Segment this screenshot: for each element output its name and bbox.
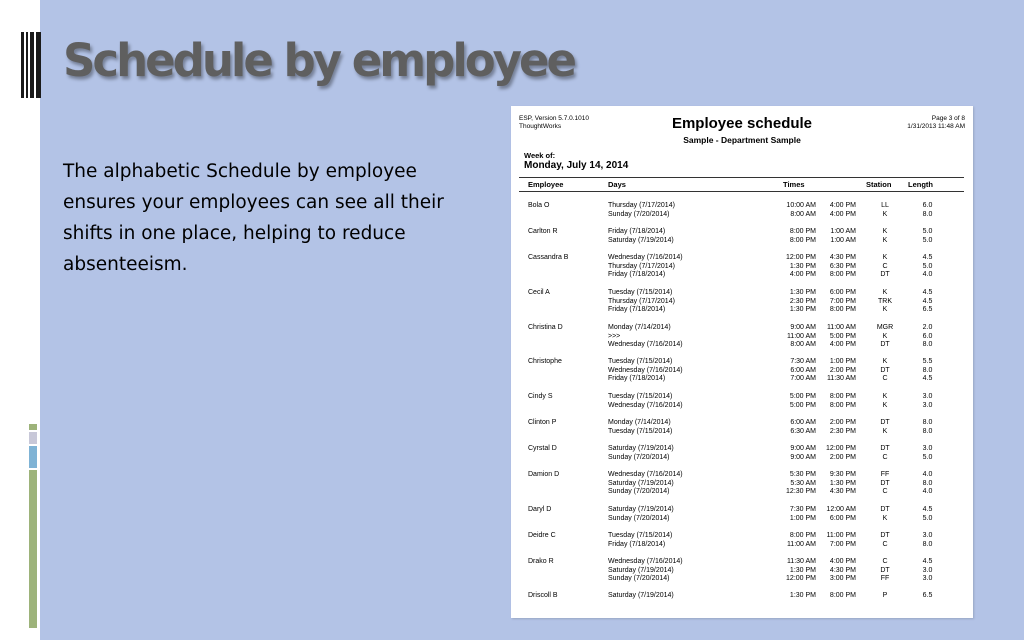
- shift-start-time: 7:00 AM: [790, 375, 816, 383]
- shift-start-time: 10:00 AM: [786, 202, 816, 209]
- shift-start-time: 1:00 PM: [789, 514, 816, 522]
- employee-name: Clinton P: [528, 419, 557, 426]
- shift-row: [511, 480, 973, 489]
- shift-row: [511, 592, 973, 601]
- deco-bar-gray: [29, 432, 37, 444]
- shift-end-time: 9:30 PM: [829, 471, 856, 478]
- shift-length: 6.5: [922, 306, 933, 314]
- shift-end-time: 6:30 PM: [829, 262, 856, 270]
- shift-end-time: 4:00 PM: [829, 202, 856, 209]
- shift-length: 8.0: [922, 366, 933, 374]
- shift-row: [511, 211, 973, 220]
- shift-start-time: 6:00 AM: [790, 419, 816, 426]
- shift-row: [511, 254, 973, 263]
- shift-station: DT: [880, 532, 890, 539]
- shift-length: 8.0: [922, 427, 933, 435]
- shift-length: 4.0: [922, 488, 933, 496]
- shift-row: [511, 558, 973, 567]
- column-header-times: Times: [783, 180, 805, 189]
- shift-station: K: [882, 289, 888, 296]
- shift-day: Wednesday (7/16/2014): [608, 558, 683, 565]
- shift-length: 4.5: [922, 375, 933, 383]
- shift-end-time: 2:00 PM: [829, 419, 856, 426]
- shift-station: DT: [880, 341, 890, 349]
- header-top-rule: [519, 177, 964, 178]
- shift-start-time: 9:00 AM: [790, 324, 816, 331]
- shift-length: 3.0: [922, 401, 933, 409]
- shift-day: Friday (7/18/2014): [608, 271, 666, 279]
- shift-start-time: 4:00 PM: [789, 271, 816, 279]
- shift-station: K: [882, 210, 888, 218]
- shift-station: LL: [881, 202, 889, 209]
- column-header-length: Length: [908, 180, 933, 189]
- shift-end-time: 4:30 PM: [829, 488, 856, 496]
- shift-length: 6.0: [922, 202, 933, 209]
- shift-station: DT: [880, 445, 890, 452]
- shift-day: Wednesday (7/16/2014): [608, 471, 683, 478]
- shift-station: C: [882, 558, 888, 565]
- shift-end-time: 4:30 PM: [829, 254, 856, 261]
- shift-length: 3.0: [922, 575, 933, 583]
- shift-row: [511, 271, 973, 280]
- shift-row: [511, 506, 973, 515]
- shift-start-time: 11:00 AM: [786, 540, 816, 548]
- deco-bar-green: [29, 470, 37, 628]
- shift-start-time: 12:00 PM: [786, 575, 816, 583]
- employee-name: Drako R: [528, 558, 554, 565]
- shift-day: Saturday (7/19/2014): [608, 592, 674, 599]
- shift-start-time: 5:00 PM: [789, 401, 816, 409]
- shift-day: Friday (7/18/2014): [608, 375, 666, 383]
- shift-length: 4.0: [922, 471, 933, 478]
- shift-length: 8.0: [922, 540, 933, 548]
- shift-start-time: 6:30 AM: [790, 427, 816, 435]
- shift-start-time: 11:30 AM: [786, 558, 816, 565]
- shift-end-time: 2:00 PM: [829, 453, 856, 461]
- shift-row: [511, 333, 973, 342]
- shift-row: [511, 306, 973, 315]
- shift-row: [511, 402, 973, 411]
- shift-row: [511, 289, 973, 298]
- shift-day: Tuesday (7/15/2014): [608, 393, 673, 400]
- shift-station: DT: [880, 506, 890, 513]
- shift-row: [511, 324, 973, 333]
- shift-station: K: [882, 427, 888, 435]
- shift-day: Friday (7/18/2014): [608, 228, 666, 235]
- shift-day: Friday (7/18/2014): [608, 540, 666, 548]
- shift-station: FF: [880, 471, 890, 478]
- shift-day: Wednesday (7/16/2014): [608, 401, 683, 409]
- shift-row: [511, 541, 973, 550]
- shift-day: >>>: [608, 332, 621, 340]
- shift-length: 5.0: [922, 228, 933, 235]
- shift-day: Saturday (7/19/2014): [608, 236, 674, 244]
- shift-start-time: 5:00 PM: [789, 393, 816, 400]
- shift-start-time: 7:30 AM: [790, 358, 816, 365]
- shift-end-time: 3:00 PM: [829, 575, 856, 583]
- shift-length: 2.0: [922, 324, 933, 331]
- shift-end-time: 6:00 PM: [829, 289, 856, 296]
- shift-end-time: 1:00 PM: [829, 358, 856, 365]
- shift-day: Wednesday (7/16/2014): [608, 254, 683, 261]
- employee-schedule-report: [511, 106, 973, 618]
- shift-day: Sunday (7/20/2014): [608, 210, 670, 218]
- shift-length: 4.5: [922, 254, 933, 261]
- shift-length: 3.0: [922, 566, 933, 574]
- shift-end-time: 1:30 PM: [829, 479, 856, 487]
- shift-day: Saturday (7/19/2014): [608, 445, 674, 452]
- shift-start-time: 5:30 AM: [790, 479, 816, 487]
- employee-name: Cyrstal D: [528, 445, 557, 452]
- shift-end-time: 8:00 PM: [829, 393, 856, 400]
- shift-length: 4.5: [922, 506, 933, 513]
- shift-start-time: 12:30 PM: [786, 488, 816, 496]
- shift-day: Tuesday (7/15/2014): [608, 427, 673, 435]
- shift-end-time: 7:00 PM: [829, 297, 856, 305]
- shift-day: Thursday (7/17/2014): [608, 202, 675, 209]
- shift-start-time: 12:00 PM: [786, 254, 816, 261]
- shift-day: Tuesday (7/15/2014): [608, 358, 673, 365]
- report-title: Employee schedule: [671, 115, 813, 132]
- shift-end-time: 11:30 AM: [826, 375, 856, 383]
- slide-title: Schedule by employee: [63, 34, 575, 87]
- shift-row: [511, 341, 973, 350]
- shift-end-time: 11:00 AM: [826, 324, 856, 331]
- shift-start-time: 9:00 AM: [790, 453, 816, 461]
- shift-length: 3.0: [922, 532, 933, 539]
- shift-day: Monday (7/14/2014): [608, 419, 671, 426]
- shift-end-time: 6:00 PM: [829, 514, 856, 522]
- shift-length: 4.5: [922, 558, 933, 565]
- shift-length: 5.0: [922, 236, 933, 244]
- shift-length: 4.5: [922, 297, 933, 305]
- shift-row: [511, 358, 973, 367]
- shift-station: C: [882, 488, 888, 496]
- shift-day: Saturday (7/19/2014): [608, 506, 674, 513]
- shift-start-time: 8:00 AM: [790, 341, 816, 349]
- shift-row: [511, 393, 973, 402]
- shift-end-time: 8:00 PM: [829, 592, 856, 599]
- shift-length: 4.0: [922, 271, 933, 279]
- column-header-station: Station: [866, 180, 892, 189]
- shift-row: [511, 419, 973, 428]
- shift-length: 5.0: [922, 262, 933, 270]
- shift-row: [511, 515, 973, 524]
- shift-row: [511, 375, 973, 384]
- shift-start-time: 11:00 AM: [786, 332, 816, 340]
- shift-station: DT: [880, 419, 890, 426]
- employee-name: Daryl D: [528, 506, 552, 513]
- shift-length: 4.5: [922, 289, 933, 296]
- week-of-date: Monday, July 14, 2014: [524, 160, 629, 171]
- shift-day: Sunday (7/20/2014): [608, 575, 670, 583]
- shift-end-time: 4:00 PM: [829, 210, 856, 218]
- deco-bar-green-top: [29, 424, 37, 430]
- shift-row: [511, 263, 973, 272]
- shift-station: C: [882, 262, 888, 270]
- shift-row: [511, 228, 973, 237]
- shift-station: FF: [880, 575, 890, 583]
- shift-end-time: 2:30 PM: [829, 427, 856, 435]
- employee-name: Christina D: [528, 324, 563, 331]
- column-header-days: Days: [608, 180, 626, 189]
- shift-length: 3.0: [922, 393, 933, 400]
- shift-end-time: 4:00 PM: [829, 558, 856, 565]
- deco-bar-blue: [29, 446, 37, 468]
- shift-end-time: 5:00 PM: [829, 332, 856, 340]
- employee-name: Cecil A: [528, 289, 550, 296]
- shift-start-time: 9:00 AM: [790, 445, 816, 452]
- shift-station: C: [882, 540, 888, 548]
- report-page-number: Page 3 of 8: [931, 115, 965, 122]
- shift-day: Monday (7/14/2014): [608, 324, 671, 331]
- shift-row: [511, 454, 973, 463]
- shift-day: Sunday (7/20/2014): [608, 488, 670, 496]
- shift-length: 6.5: [922, 592, 933, 599]
- shift-start-time: 5:30 PM: [789, 471, 816, 478]
- shift-end-time: 4:00 PM: [829, 341, 856, 349]
- shift-station: C: [882, 375, 888, 383]
- shift-length: 5.5: [922, 358, 933, 365]
- shift-end-time: 8:00 PM: [829, 306, 856, 314]
- shift-start-time: 1:30 PM: [789, 566, 816, 574]
- shift-station: DT: [880, 479, 890, 487]
- report-subtitle: Sample - Department Sample: [683, 135, 801, 145]
- employee-name: Christophe: [528, 358, 562, 365]
- shift-start-time: 8:00 PM: [789, 228, 816, 235]
- shift-length: 8.0: [922, 210, 933, 218]
- shift-end-time: 1:00 AM: [830, 236, 856, 244]
- shift-end-time: 12:00 AM: [826, 506, 856, 513]
- shift-row: [511, 428, 973, 437]
- shift-station: K: [882, 514, 888, 522]
- shift-row: [511, 237, 973, 246]
- shift-day: Tuesday (7/15/2014): [608, 289, 673, 296]
- shift-length: 8.0: [922, 419, 933, 426]
- employee-name: Cindy S: [528, 393, 553, 400]
- shift-start-time: 1:30 PM: [789, 306, 816, 314]
- shift-day: Sunday (7/20/2014): [608, 453, 670, 461]
- shift-row: [511, 298, 973, 307]
- shift-station: DT: [880, 566, 890, 574]
- slide-body-text: The alphabetic Schedule by employee ensures your employees can see all their shifts in one place, helping to reduce absenteeism.: [63, 161, 444, 275]
- shift-end-time: 8:00 PM: [829, 271, 856, 279]
- shift-day: Saturday (7/19/2014): [608, 566, 674, 574]
- shift-start-time: 1:30 PM: [789, 262, 816, 270]
- report-company: ThoughtWorks: [519, 123, 562, 130]
- shift-station: K: [882, 358, 888, 365]
- shift-row: [511, 575, 973, 584]
- employee-name: Driscoll B: [528, 592, 558, 599]
- shift-row: [511, 202, 973, 211]
- report-version: ESP, Version 5.7.0.1010: [519, 115, 589, 122]
- report-printed-date: 1/31/2013 11:48 AM: [907, 123, 965, 130]
- shift-row: [511, 488, 973, 497]
- shift-start-time: 1:30 PM: [789, 289, 816, 296]
- shift-length: 3.0: [922, 445, 933, 452]
- shift-station: K: [882, 306, 888, 314]
- shift-length: 8.0: [922, 479, 933, 487]
- shift-station: K: [882, 393, 888, 400]
- shift-length: 6.0: [922, 332, 933, 340]
- shift-row: [511, 445, 973, 454]
- shift-start-time: 8:00 AM: [790, 210, 816, 218]
- column-header-employee: Employee: [528, 180, 564, 189]
- shift-end-time: 7:00 PM: [829, 540, 856, 548]
- shift-day: Sunday (7/20/2014): [608, 514, 670, 522]
- shift-station: TRK: [878, 297, 892, 305]
- shift-station: C: [882, 453, 888, 461]
- shift-start-time: 1:30 PM: [789, 592, 816, 599]
- employee-name: Cassandra B: [528, 254, 569, 261]
- shift-station: P: [882, 592, 888, 599]
- shift-station: K: [882, 236, 888, 244]
- shift-end-time: 4:30 PM: [829, 566, 856, 574]
- shift-day: Tuesday (7/15/2014): [608, 532, 673, 539]
- employee-name: Deidre C: [528, 532, 556, 539]
- shift-day: Wednesday (7/16/2014): [608, 366, 683, 374]
- shift-end-time: 11:00 PM: [826, 532, 856, 539]
- week-of-label: Week of:: [524, 151, 556, 160]
- shift-station: DT: [880, 366, 890, 374]
- shift-day: Thursday (7/17/2014): [608, 262, 675, 270]
- shift-row: [511, 471, 973, 480]
- shift-end-time: 2:00 PM: [829, 366, 856, 374]
- employee-name: Bola O: [528, 202, 550, 209]
- title-bars-icon: [21, 32, 41, 98]
- shift-station: K: [882, 228, 888, 235]
- shift-row: [511, 532, 973, 541]
- shift-row: [511, 567, 973, 576]
- shift-station: K: [882, 332, 888, 340]
- employee-name: Damion D: [528, 471, 560, 478]
- shift-start-time: 6:00 AM: [790, 366, 816, 374]
- shift-station: K: [882, 254, 888, 261]
- shift-day: Wednesday (7/16/2014): [608, 341, 683, 349]
- shift-day: Friday (7/18/2014): [608, 306, 666, 314]
- header-bottom-rule: [519, 191, 964, 192]
- shift-day: Thursday (7/17/2014): [608, 297, 675, 305]
- shift-start-time: 2:30 PM: [789, 297, 816, 305]
- shift-start-time: 8:00 PM: [789, 532, 816, 539]
- shift-end-time: 12:00 PM: [826, 445, 856, 452]
- shift-end-time: 8:00 PM: [829, 401, 856, 409]
- shift-day: Saturday (7/19/2014): [608, 479, 674, 487]
- shift-station: DT: [880, 271, 890, 279]
- shift-length: 5.0: [922, 514, 933, 522]
- shift-end-time: 1:00 AM: [830, 228, 856, 235]
- shift-station: K: [882, 401, 888, 409]
- employee-name: Carlton R: [528, 228, 558, 235]
- shift-length: 8.0: [922, 341, 933, 349]
- shift-length: 5.0: [922, 453, 933, 461]
- shift-row: [511, 367, 973, 376]
- shift-start-time: 8:00 PM: [789, 236, 816, 244]
- shift-start-time: 7:30 PM: [789, 506, 816, 513]
- shift-station: MGR: [876, 324, 894, 331]
